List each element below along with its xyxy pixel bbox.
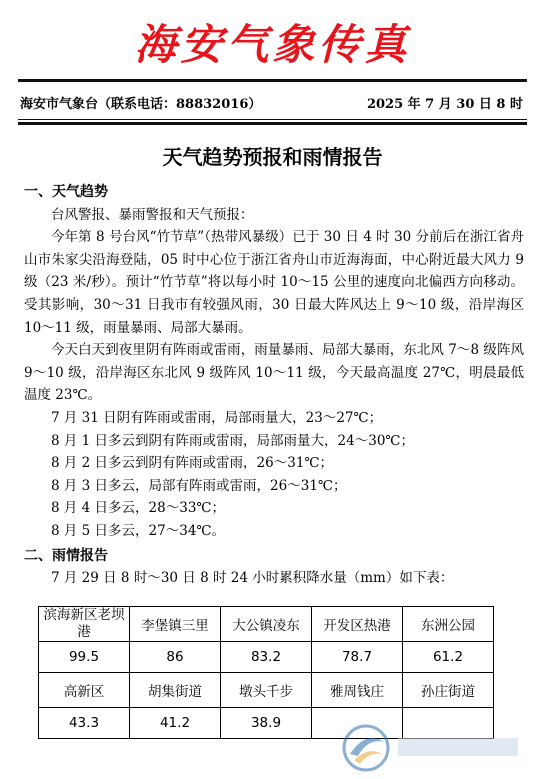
station-cell: 滨海新区老坝港	[39, 607, 130, 642]
forecast-day-1: 7 月 31 日阴有阵雨或雷雨，局部雨量大，23～27℃；	[51, 409, 383, 426]
station-cell: 开发区热港	[312, 607, 403, 642]
today-forecast-paragraph: 今天白天到夜里阴有阵雨或雷雨，雨量暴雨、局部大暴雨，东北风 7～8 级阵风 9～10 级，沿岸海区东北风 9 级阵风 10～11 级，今天最高温度 27℃，明晨最低温度 23℃。	[24, 342, 524, 404]
value-cell: 41.2	[130, 708, 221, 739]
table-row	[39, 607, 494, 642]
value-cell: 61.2	[403, 642, 494, 673]
typhoon-paragraph: 今年第 8 号台风“竹节草”（热带风暴级）已于 30 日 4 时 30 分前后在浙江省舟山市朱家尖沿海登陆，05 时中心位于浙江省舟山市近海海面，中心附近最大风力 9 级（23 米/秒）。预计“竹节草”将以每小时 10～15 公里的速度向北偏西方向移动。受其影响，30～31 日我市有较强风雨，30 日最大阵风达上 9～10 级，沿岸海区 10～11 级，雨量暴雨、局部大暴雨。	[24, 229, 524, 336]
section-heading-weather: 一、天气趋势	[24, 184, 108, 200]
header-rule-bottom-2	[18, 122, 527, 125]
station-cell: 高新区	[39, 673, 130, 708]
section-heading-rain: 二、雨情报告	[24, 547, 108, 564]
value-cell: 38.9	[221, 708, 312, 739]
forecast-day-5: 8 月 4 日多云，28～33℃；	[51, 500, 226, 517]
forecast-day-2: 8 月 1 日多云到阴有阵雨或雷雨，局部雨量大，24～30℃；	[51, 432, 415, 449]
weather-intro: 台风警报、暴雨警报和天气预报：	[51, 206, 254, 223]
station-cell: 李堡镇三里	[130, 607, 221, 642]
weather-logo-icon	[338, 720, 528, 775]
forecast-day-3: 8 月 2 日多云到阴有阵雨或雷雨，26～31℃；	[51, 455, 334, 472]
station-cell: 大公镇凌东	[221, 607, 312, 642]
station-cell: 雅周钱庄	[312, 673, 403, 708]
table-row	[39, 642, 494, 673]
value-cell: 43.3	[39, 708, 130, 739]
header-rule-top	[18, 79, 527, 82]
forecast-day-4: 8 月 3 日多云，局部有阵雨或雷雨，26～31℃；	[51, 477, 347, 494]
station-cell: 孙庄街道	[403, 673, 494, 708]
issue-time: 2025 年 7 月 30 日 8 时	[366, 97, 523, 112]
header-rule-bottom-1	[18, 119, 527, 120]
value-cell: 78.7	[312, 642, 403, 673]
value-cell: 99.5	[39, 642, 130, 673]
forecast-day-6: 8 月 5 日多云，27～34℃。	[51, 522, 226, 539]
issuer: 海安市气象台（联系电话：88832016）	[20, 97, 262, 112]
value-cell: 83.2	[221, 642, 312, 673]
value-cell: 86	[130, 642, 221, 673]
table-row	[39, 673, 494, 708]
station-cell: 东洲公园	[403, 607, 494, 642]
section-weather	[24, 181, 524, 590]
rain-intro: 7 月 29 日 8 时～30 日 8 时 24 小时累积降水量（mm）如下表：	[51, 570, 454, 587]
masthead-title: 海安气象传真	[134, 20, 411, 69]
document-title: 天气趋势预报和雨情报告	[162, 145, 383, 169]
issue-info-line	[20, 93, 523, 112]
station-cell: 墩头千步	[221, 673, 312, 708]
station-cell: 胡集街道	[130, 673, 221, 708]
